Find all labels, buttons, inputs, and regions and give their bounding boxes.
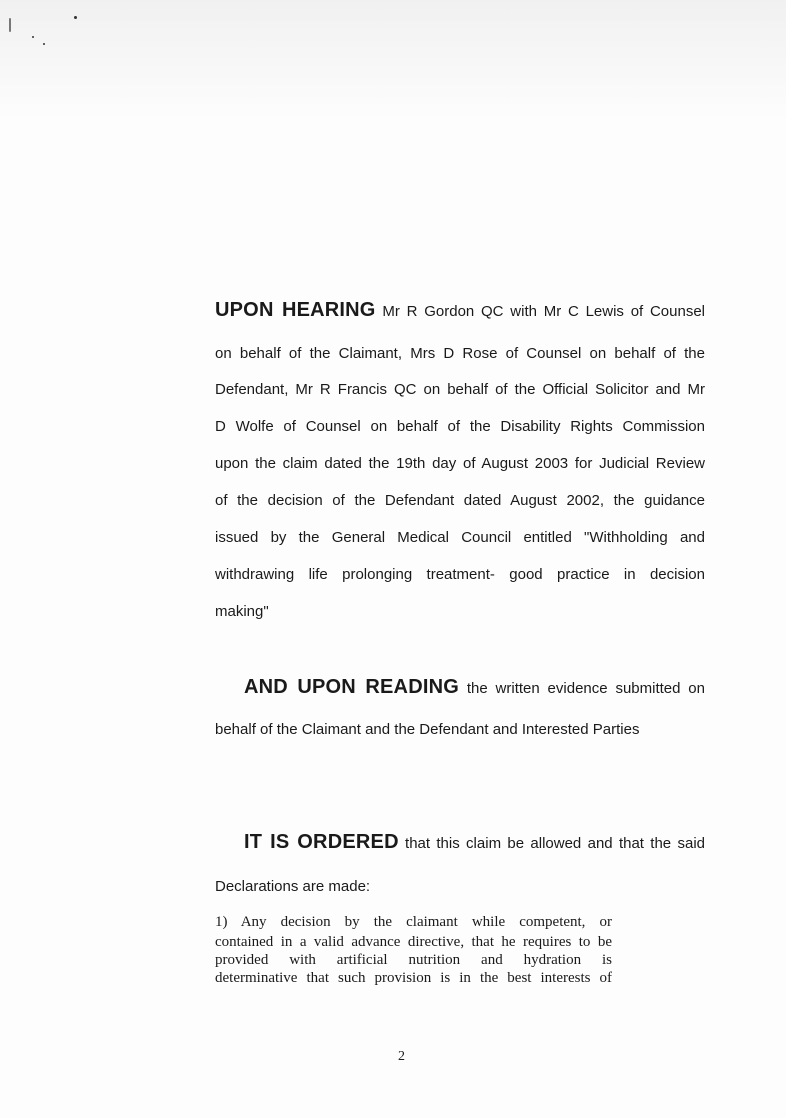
upon-hearing-line-8: withdrawing life prolonging treatment- good practice in decision [215,566,705,583]
scan-speck [74,16,77,19]
ordered-line-2: Declarations are made: [215,878,371,895]
upon-hearing-text: Mr R Gordon QC with Mr C Lewis of Counsel [382,303,706,320]
upon-hearing-line-5: upon the claim dated the 19th day of August 2003 for Judicial Review [215,455,705,472]
declaration-1-line-4: determinative that such provision is in the best interests of [215,970,612,986]
upon-hearing-line-4: D Wolfe of Counsel on behalf of the Disability Rights Commission [215,418,705,435]
upon-hearing-heading: UPON HEARING [215,299,376,321]
upon-reading-line-1 [244,677,705,699]
scan-speck [32,36,34,38]
scan-speck [43,43,45,45]
declaration-1-line-3: provided with artificial nutrition and hydration is [215,952,612,968]
upon-reading-line-2: behalf of the Claimant and the Defendant and Interested Parties [215,721,640,738]
upon-hearing-line-6: of the decision of the Defendant dated August 2002, the guidance [215,492,705,509]
declaration-1-line-1: 1) Any decision by the claimant while competent, or [215,914,612,930]
upon-reading-heading: AND UPON READING [244,676,459,698]
scan-shading [0,0,786,120]
upon-reading-text: the written evidence submitted on [466,680,705,697]
upon-hearing-line-2: on behalf of the Claimant, Mrs D Rose of Counsel on behalf of the [215,345,705,362]
page-number: 2 [398,1049,405,1064]
ordered-text: that this claim be allowed and that the said [405,835,705,852]
scan-mark [9,18,11,32]
upon-hearing-line-7: issued by the General Medical Council entitled "Withholding and [215,529,705,546]
ordered-heading: IT IS ORDERED [244,831,399,853]
upon-hearing-line-3: Defendant, Mr R Francis QC on behalf of the Official Solicitor and Mr [215,381,705,398]
upon-hearing-line-1 [215,300,705,322]
ordered-line-1 [244,832,705,854]
declaration-1-line-2: contained in a valid advance directive, that he requires to be [215,934,612,950]
upon-hearing-line-9: making" [215,603,269,620]
